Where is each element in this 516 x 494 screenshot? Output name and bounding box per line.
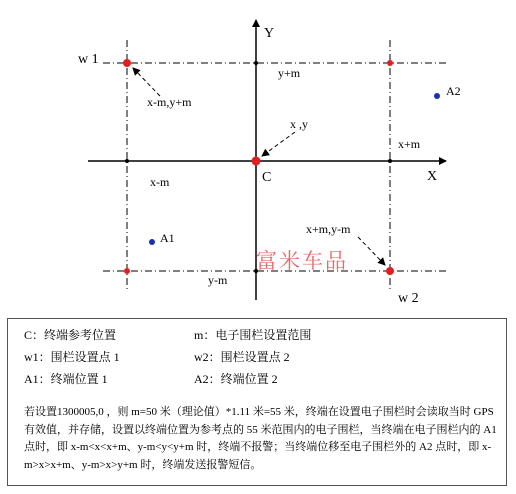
reference-point-c — [252, 157, 261, 166]
legend-box — [7, 318, 507, 486]
legend-w1: w1：围栏设置点 1 — [24, 350, 120, 364]
w1-point — [123, 59, 131, 67]
y-plus-m-label: y+m — [278, 66, 301, 80]
c-coord-label: x ,y — [290, 117, 308, 131]
x-axis-label: X — [427, 169, 438, 184]
legend-row-3 — [24, 371, 504, 387]
w2-coord-arrow — [358, 237, 385, 265]
x-plus-m-label: x+m — [398, 137, 421, 151]
legend-w2: w2：围栏设置点 2 — [194, 350, 290, 364]
w2-label: w 2 — [398, 291, 419, 306]
a1-label: A1 — [160, 231, 175, 245]
x-minus-m-label: x-m — [150, 175, 170, 189]
y-minus-m-label: y-m — [208, 273, 228, 287]
a1-point — [149, 239, 155, 245]
w2-coord-label: x+m,y-m — [306, 222, 351, 236]
legend-row-1 — [24, 327, 504, 343]
corner-point-bottom-left — [124, 268, 130, 274]
a2-point — [434, 93, 440, 99]
watermark-text: 富米车品 — [256, 249, 348, 273]
w1-coord-label: x-m,y+m — [147, 95, 192, 109]
w1-label: w 1 — [78, 52, 99, 67]
description-paragraph: 若设置1300005,0 ，则 m=50 米（理论值）*1.11 米=55 米，终端在设置电子围栏时会读取当时 GPS 有效值，并存储，设置以终端位置为参考点的 55 米范围内的电子围栏，当终端在电子围栏内的 A1 点时，即 x-m<x<x+m、y-m<y<y+m 时，终端不报警；当终端位移至电子围栏外的 A2 点时，即 x-m>x>x+m、y-m>x>y+m 时，终端发送报警短信。 — [24, 406, 497, 471]
a2-label: A2 — [446, 84, 461, 98]
legend-a1: A1：终端位置 1 — [24, 372, 108, 386]
w2-point — [386, 267, 394, 275]
corner-point-top-right — [387, 60, 393, 66]
w1-coord-arrow — [133, 68, 160, 96]
origin-label: C — [262, 170, 272, 185]
c-coord-arrow — [262, 132, 295, 156]
legend-m: m：电子围栏设置范围 — [194, 328, 312, 342]
legend-row-2 — [24, 349, 504, 365]
y-axis-label: Y — [264, 26, 275, 41]
legend-a2: A2：终端位置 2 — [194, 372, 278, 386]
legend-c: C：终端参考位置 — [24, 328, 117, 342]
